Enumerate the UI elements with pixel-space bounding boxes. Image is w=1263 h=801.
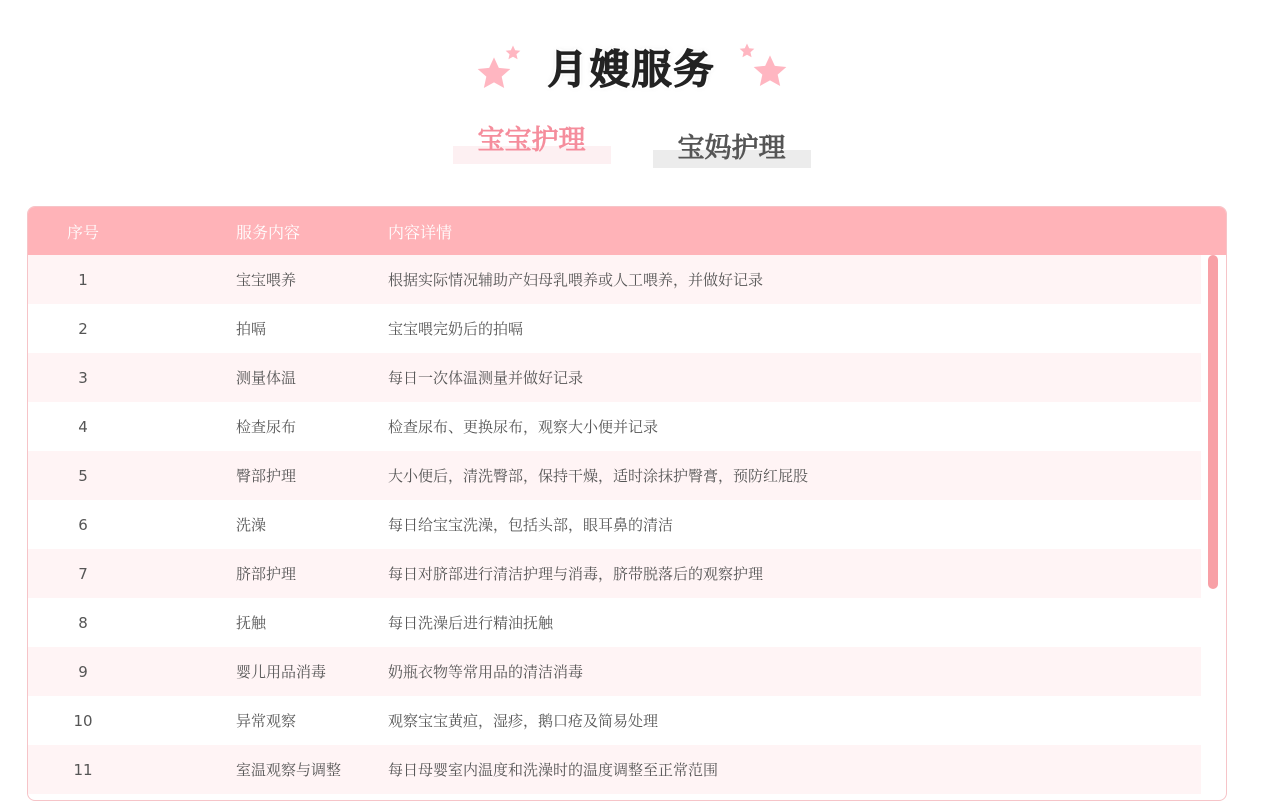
cell-service: 抚触 [236,614,267,632]
table-row [28,598,1201,647]
cell-number: 9 [78,662,88,681]
table-row [28,451,1201,500]
table-row [28,500,1201,549]
cell-service: 脐部护理 [236,565,297,583]
cell-number: 11 [73,760,93,779]
table-row [28,402,1201,451]
star-decoration-right [738,40,790,92]
tab-mother-care[interactable] [653,122,811,168]
page-title: 月嫂服务 [547,46,716,93]
header-service: 服务内容 [236,222,301,242]
cell-detail: 每日母婴室内温度和洗澡时的温度调整至正常范围 [388,761,719,779]
cell-number: 5 [78,466,88,485]
cell-service: 臀部护理 [236,467,297,485]
tab-baby-care[interactable] [453,122,611,168]
tab-bar [0,122,1263,172]
star-decoration-left [474,40,526,92]
tab-label: 宝妈护理 [677,133,786,164]
cell-number: 6 [78,515,88,534]
table-row [28,647,1201,696]
cell-detail: 每日一次体温测量并做好记录 [388,369,584,387]
cell-detail: 奶瓶衣物等常用品的清洁消毒 [388,663,584,681]
cell-detail: 每日洗澡后进行精油抚触 [388,614,554,632]
tab-label: 宝宝护理 [477,125,586,156]
service-table [27,206,1227,801]
cell-number: 2 [78,319,88,338]
header-number: 序号 [66,222,99,242]
table-body[interactable] [28,255,1226,801]
cell-detail: 大小便后，清洗臀部，保持干燥，适时涂抹护臀膏，预防红屁股 [388,467,809,485]
cell-service: 室温观察与调整 [236,761,342,779]
cell-service: 宝宝喂养 [236,271,297,289]
cell-number: 1 [78,270,88,289]
cell-service: 检查尿布 [236,418,297,436]
star-icon [750,52,790,92]
cell-number: 7 [78,564,88,583]
cell-detail: 根据实际情况辅助产妇母乳喂养或人工喂养，并做好记录 [388,271,764,289]
table-row [28,696,1201,745]
cell-detail: 宝宝喂完奶后的拍嗝 [388,320,524,338]
cell-service: 拍嗝 [236,320,267,338]
table-row [28,304,1201,353]
scrollbar-thumb[interactable] [1208,255,1218,589]
table-row [28,255,1201,304]
cell-service: 婴儿用品消毒 [236,663,327,681]
table-row [28,549,1201,598]
header-detail: 内容详情 [388,222,453,242]
cell-detail: 观察宝宝黄疸，湿疹，鹅口疮及简易处理 [388,712,659,730]
cell-number: 3 [78,368,88,387]
cell-service: 异常观察 [236,712,297,730]
table-row [28,745,1201,794]
star-icon [504,44,522,62]
cell-number: 8 [78,613,88,632]
cell-detail: 每日对脐部进行清洁护理与消毒，脐带脱落后的观察护理 [388,565,764,583]
table-header [28,207,1226,255]
cell-number: 4 [78,417,88,436]
cell-detail: 每日给宝宝洗澡，包括头部，眼耳鼻的清洁 [388,516,674,534]
title-area [0,36,1263,96]
table-row [28,353,1201,402]
cell-service: 测量体温 [236,369,297,387]
cell-detail: 检查尿布、更换尿布，观察大小便并记录 [388,418,659,436]
cell-number: 10 [73,711,93,730]
cell-service: 洗澡 [236,516,267,534]
